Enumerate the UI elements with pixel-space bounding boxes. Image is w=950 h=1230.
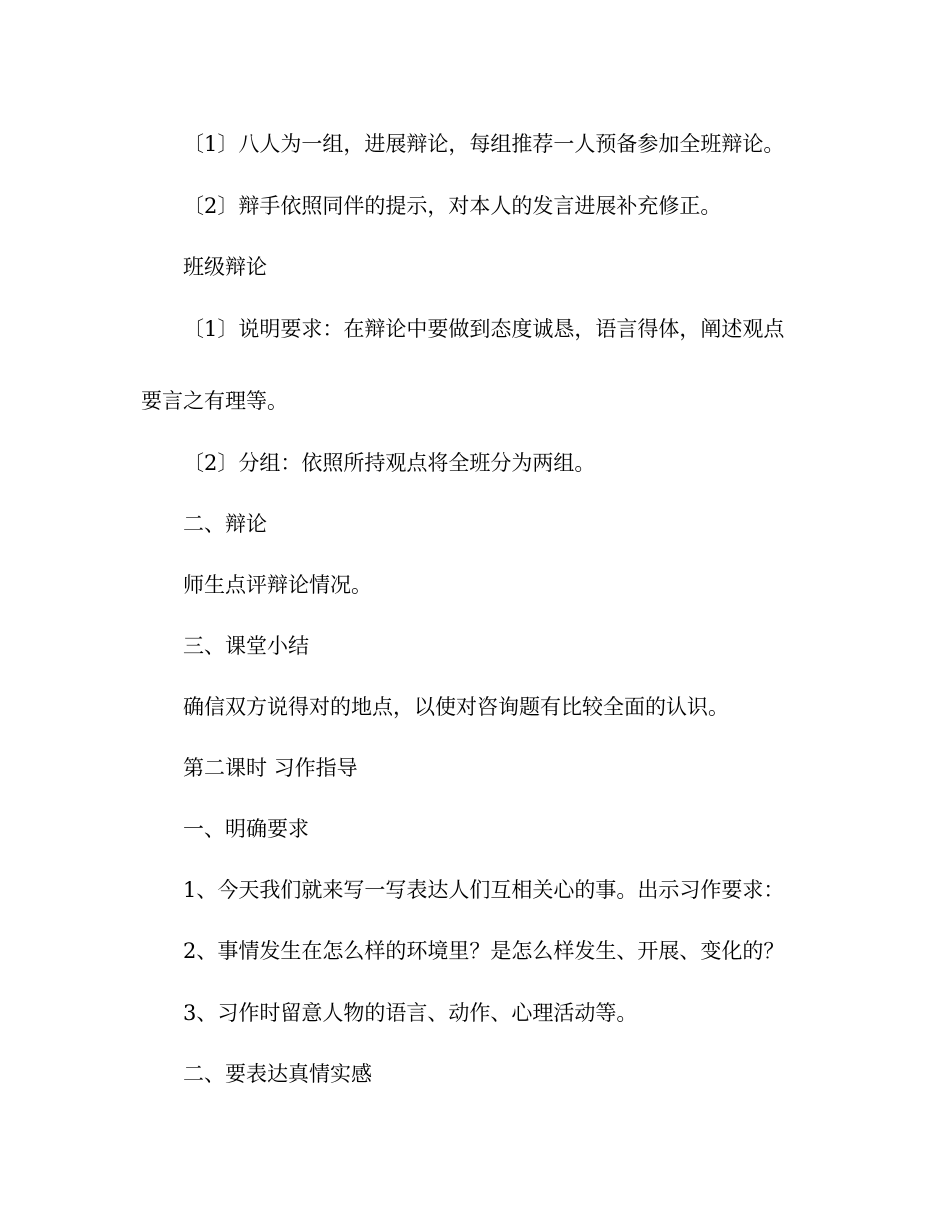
paragraph-requirements: 〔1〕说明要求：在辩论中要做到态度诚恳，语言得体，阐述观点 <box>183 317 785 341</box>
heading-summary: 三、课堂小结 <box>183 634 309 658</box>
paragraph-revise-speech: 〔2〕辩手依照同伴的提示，对本人的发言进展补充修正。 <box>183 194 722 218</box>
heading-clear-requirements: 一、明确要求 <box>183 817 309 841</box>
heading-second-lesson: 第二课时 习作指导 <box>183 756 358 780</box>
paragraph-group-debate: 〔1〕八人为一组，进展辩论，每组推荐一人预备参加全班辩论。 <box>183 132 785 156</box>
paragraph-item-1: 1、今天我们就来写一写表达人们互相关心的事。出示习作要求： <box>183 878 785 902</box>
paragraph-requirements-continued: 要言之有理等。 <box>141 389 288 413</box>
paragraph-item-2: 2、事情发生在怎么样的环境里？是怎么样发生、开展、变化的？ <box>183 939 785 963</box>
paragraph-summary: 确信双方说得对的地点，以使对咨询题有比较全面的认识。 <box>183 695 729 719</box>
paragraph-item-3: 3、习作时留意人物的语言、动作、心理活动等。 <box>183 1001 638 1025</box>
heading-true-feelings: 二、要表达真情实感 <box>183 1062 372 1086</box>
heading-debate: 二、辩论 <box>183 512 267 536</box>
paragraph-grouping: 〔2〕分组：依照所持观点将全班分为两组。 <box>183 451 596 475</box>
heading-class-debate: 班级辩论 <box>183 255 267 279</box>
paragraph-review: 师生点评辩论情况。 <box>183 573 372 597</box>
